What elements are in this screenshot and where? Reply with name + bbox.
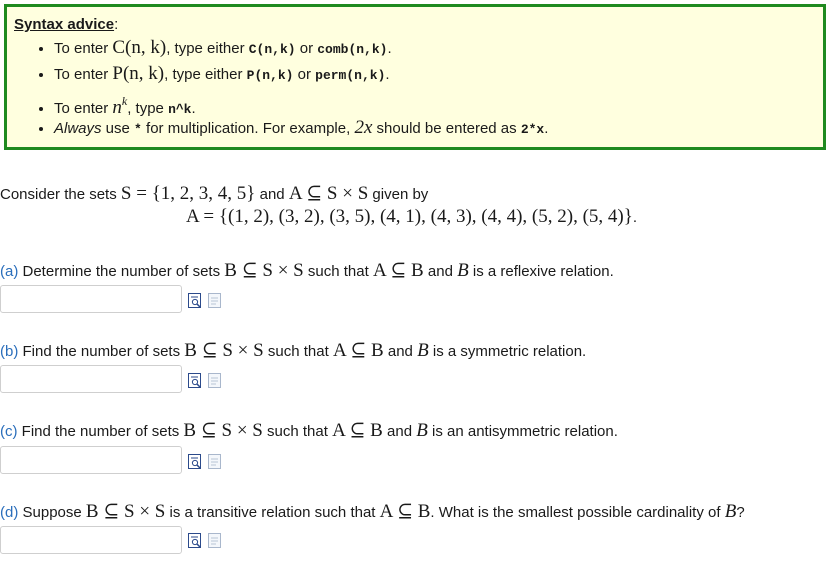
advice-item: • To enter $n^k$, type n^k.	[54, 90, 823, 117]
answer-input-d[interactable]	[0, 526, 182, 554]
help-icon[interactable]	[207, 372, 223, 389]
question-b: (b) Find the number of sets B ⊆ S × S such that A ⊆ B and B is a symmetric relation.	[0, 340, 587, 361]
question-c: (c) Find the number of sets B ⊆ S × S such that A ⊆ B and B is an antisymmetric relation.	[0, 420, 618, 441]
advice-item: • Always use * for multiplication. For example, 2x should be entered as 2*x.	[54, 117, 823, 144]
answer-input-a[interactable]	[0, 285, 182, 313]
help-icon[interactable]	[207, 292, 223, 309]
preview-icon[interactable]	[187, 532, 203, 549]
syntax-advice-list	[14, 37, 823, 144]
help-icon[interactable]	[207, 453, 223, 470]
set-a-definition: A = {(1, 2), (3, 2), (3, 5), (4, 1), (4, 3), (4, 4), (5, 2), (5, 4)}.	[186, 206, 638, 227]
advice-item: • To enter C(n, k), type either C(n,k) or comb(n,k).	[54, 37, 823, 63]
part-label: (b)	[0, 343, 19, 360]
advice-item: • To enter P(n, k), type either P(n,k) or perm(n,k).	[54, 63, 823, 90]
preview-icon[interactable]	[187, 292, 203, 309]
question-a: (a) Determine the number of sets B ⊆ S × S such that A ⊆ B and B is a reflexive relation.	[0, 260, 614, 281]
syntax-advice-title: Syntax advice:	[14, 16, 119, 33]
preview-icon[interactable]	[187, 372, 203, 389]
answer-input-b[interactable]	[0, 365, 182, 393]
part-label: (a)	[0, 263, 19, 280]
preview-icon[interactable]	[187, 453, 203, 470]
part-label: (c)	[0, 423, 18, 440]
part-label: (d)	[0, 504, 19, 521]
syntax-advice-box	[4, 4, 826, 150]
question-d: (d) Suppose B ⊆ S × S is a transitive relation such that A ⊆ B. What is the smallest possible cardinality of B?	[0, 501, 745, 522]
help-icon[interactable]	[207, 532, 223, 549]
answer-input-c[interactable]	[0, 446, 182, 474]
problem-intro: Consider the sets S = {1, 2, 3, 4, 5} and A ⊆ S × S given by	[0, 183, 429, 204]
